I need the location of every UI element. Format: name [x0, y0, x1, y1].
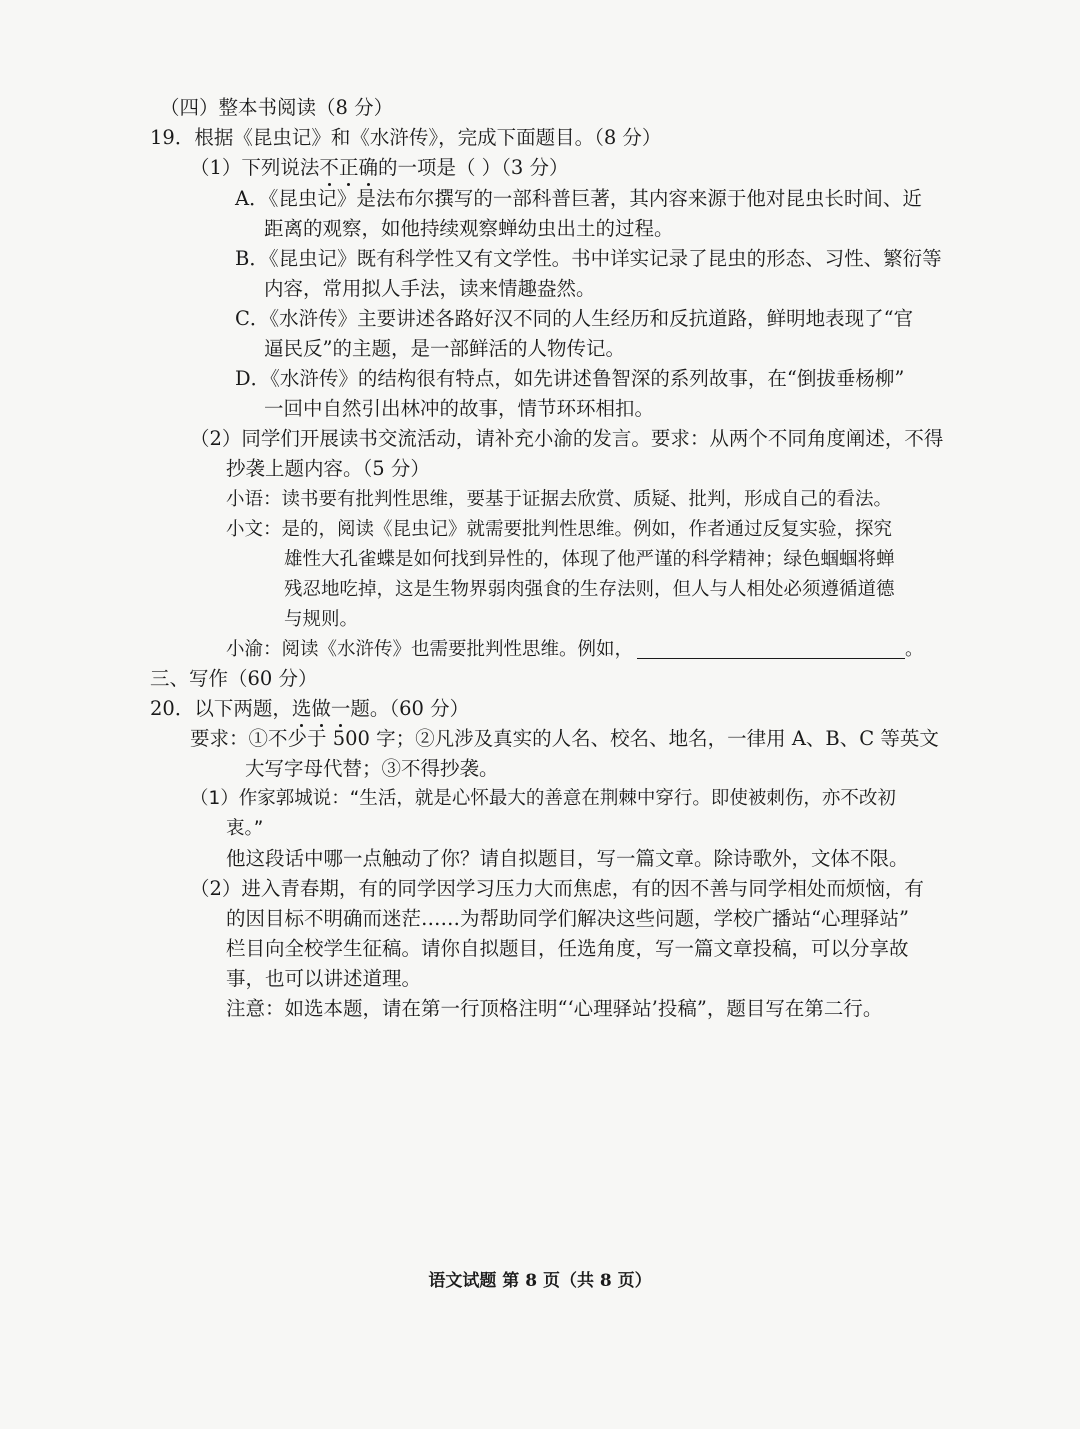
xiaoyu-answer-prefix: 小渝：阅读《水浒传》也需要批判性思维。例如，: [226, 639, 634, 660]
option-c-line-2: 逼民反”的主题，是一部鲜活的人物传记。: [264, 337, 625, 360]
emphasis-char: 不: [319, 153, 339, 183]
topic-2-line-1: （2）进入青春期，有的同学因学习压力大而焦虑，有的因不善与同学相处而烦恼，有: [190, 877, 924, 900]
section-heading-whole-book-reading: （四）整本书阅读（8 分）: [160, 96, 394, 119]
option-b-line-2: 内容，常用拟人手法，读来情趣盎然。: [264, 277, 596, 300]
option-b-line-1: B．《昆虫记》既有科学性又有文学性。书中详实记录了昆虫的形态、习性、繁衍等: [235, 247, 942, 270]
option-d-line-2: 一回中自然引出林冲的故事，情节环环相扣。: [264, 397, 655, 420]
dialogue-xiaoyu: 小语：读书要有批判性思维，要基于证据去欣赏、质疑、批判，形成自己的看法。: [226, 489, 893, 510]
dialogue-xiaowen-line-4: 与规则。: [284, 609, 359, 630]
option-a-line-1: A．《昆虫记》是法布尔撰写的一部科普巨著，其内容来源于他对昆虫长时间、近: [235, 187, 922, 210]
section-heading-writing: 三、写作（60 分）: [150, 667, 318, 690]
topic-2-line-2: 的因目标不明确而迷茫……为帮助同学们解决这些问题，学校广播站“心理驿站”: [226, 907, 909, 930]
xiaoyu-answer-end: 。: [905, 639, 924, 660]
question-19-stem: 19．根据《昆虫记》和《水浒传》，完成下面题目。（8 分）: [150, 126, 662, 149]
question-20-stem: [150, 694, 469, 724]
q19-p1-prefix: （1）下列说法: [190, 156, 320, 179]
answer-blank-line[interactable]: [637, 636, 905, 659]
q20-stem-suffix: 题。（60 分）: [350, 697, 470, 720]
dialogue-xiaowen-line-2: 雄性大孔雀蝶是如何找到异性的，体现了他严谨的科学精神；绿色蝈蝈将蝉: [284, 549, 895, 570]
option-c-line-1: C．《水浒传》主要讲述各路好汉不同的人生经历和反抗道路，鲜明地表现了“官: [235, 307, 914, 330]
question-19-part-1: [190, 153, 569, 183]
dialogue-xiaowen-line-3: 残忍地吃掉，这是生物界弱肉强食的生存法则，但人与人相处必须遵循道德: [284, 579, 895, 600]
topic-1-line-2: 衷。”: [226, 818, 264, 839]
dialogue-xiaowen-line-1: 小文：是的，阅读《昆虫记》就需要批判性思维。例如，作者通过反复实验，探究: [226, 519, 893, 540]
q19-p1-suffix: 的一项是（ ）（3 分）: [377, 156, 569, 179]
topic-1-line-1: （1）作家郭城说：“生活，就是心怀最大的善意在荆棘中穿行。即使被刺伤，亦不改初: [190, 788, 896, 809]
emphasis-char: 做: [311, 694, 331, 724]
requirements-line-2: 大写字母代替；③不得抄袭。: [245, 757, 499, 780]
emphasis-char: 选: [292, 694, 312, 724]
topic-2-line-4: 事，也可以讲述道理。: [226, 967, 422, 990]
q20-stem-prefix: 20．以下两题，: [150, 697, 292, 720]
option-a-line-2: 距离的观察，如他持续观察蝉幼虫出土的过程。: [264, 217, 674, 240]
emphasis-char: 正: [339, 153, 359, 183]
topic-1-line-3: 他这段话中哪一点触动了你？请自拟题目，写一篇文章。除诗歌外，文体不限。: [226, 847, 909, 870]
topic-2-line-3: 栏目向全校学生征稿。请你自拟题目，任选角度，写一篇文章投稿，可以分享故: [226, 937, 909, 960]
topic-2-note: 注意：如选本题，请在第一行顶格注明“‘心理驿站’投稿”，题目写在第二行。: [226, 997, 883, 1020]
question-19-part-2-line-2: 抄袭上题内容。（5 分）: [226, 457, 430, 480]
emphasis-char: 一: [331, 694, 351, 724]
requirements-line-1: 要求：①不少于 500 字；②凡涉及真实的人名、校名、地名，一律用 A、B、C 等英文: [190, 727, 939, 750]
emphasis-char: 确: [358, 153, 378, 183]
question-19-part-2-line-1: （2）同学们开展读书交流活动，请补充小渝的发言。要求：从两个不同角度阐述，不得: [190, 427, 944, 450]
option-d-line-1: D．《水浒传》的结构很有特点，如先讲述鲁智深的系列故事，在“倒拔垂杨柳”: [235, 367, 905, 390]
page-footer: 语文试题 第 8 页（共 8 页）: [428, 1271, 652, 1291]
dialogue-xiaoyu-answer: [226, 635, 924, 665]
